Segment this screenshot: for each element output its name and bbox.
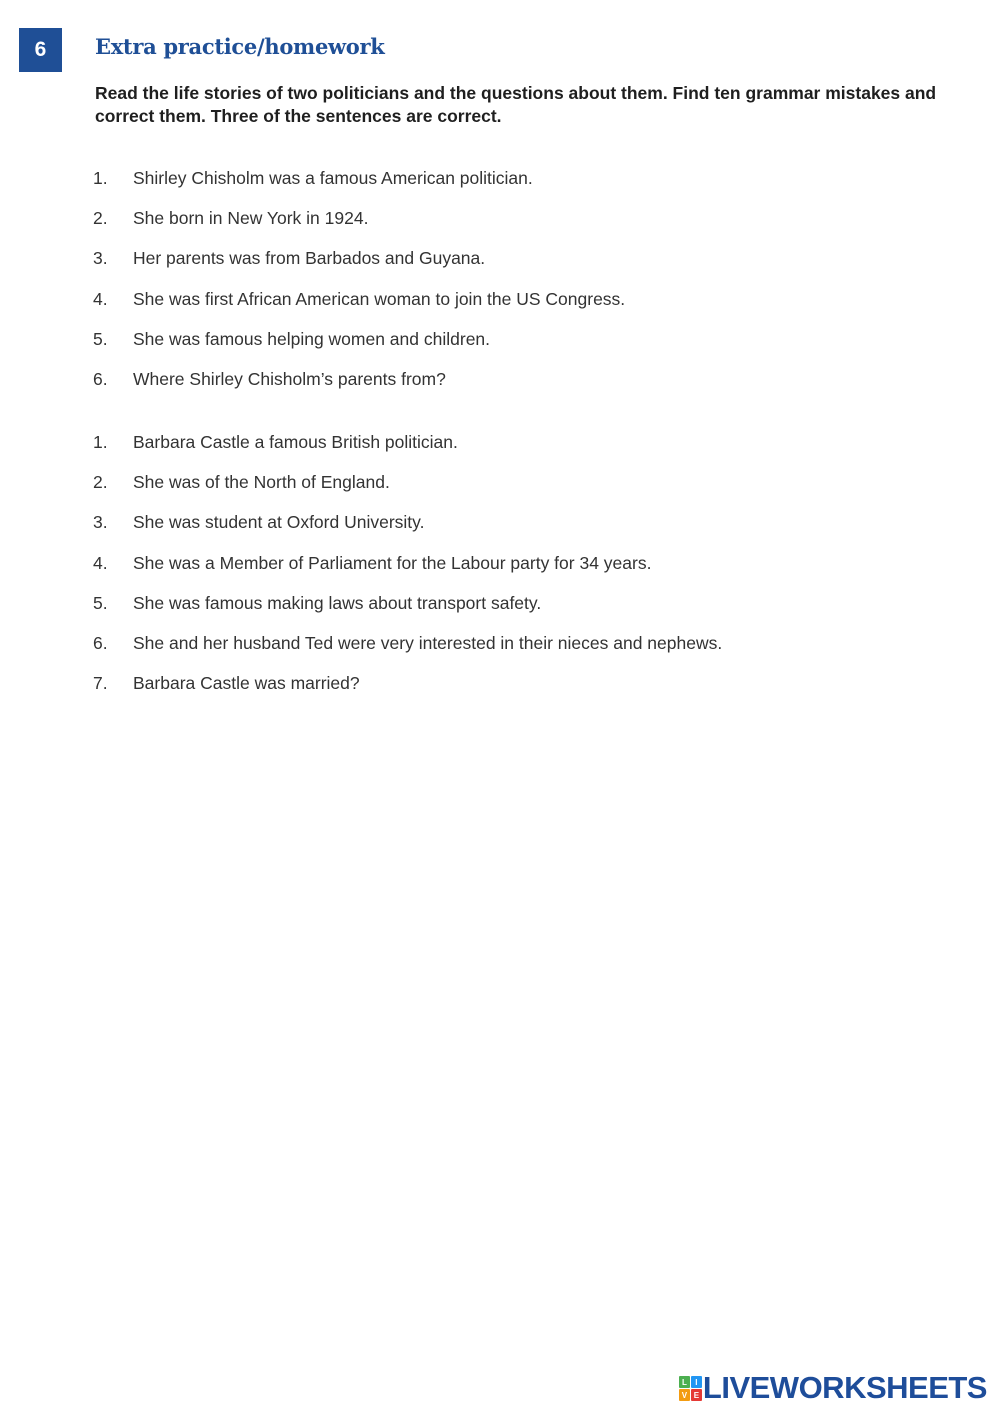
logo-tile: V	[679, 1389, 690, 1401]
list-item	[93, 168, 625, 208]
item-number: 4.	[93, 288, 108, 309]
item-text: Her parents was from Barbados and Guyana.	[133, 248, 486, 269]
list-item	[93, 472, 722, 512]
item-number: 1.	[93, 432, 108, 452]
item-text: Shirley Chisholm was a famous American politician.	[133, 168, 533, 188]
item-text: She and her husband Ted were very interested in their nieces and nephews.	[133, 632, 723, 653]
item-text: Barbara Castle was married?	[133, 673, 360, 694]
instructions-text: Read the life stories of two politicians and the questions about them. Find ten grammar mistakes and correct them. Three of the sentences are correct.	[95, 83, 937, 126]
liveworksheets-logo[interactable]	[679, 1372, 987, 1404]
list-item	[93, 329, 625, 369]
item-text: She was of the North of England.	[133, 472, 390, 493]
item-number: 3.	[93, 512, 108, 533]
list-item	[93, 289, 625, 329]
list-item	[93, 248, 625, 288]
item-number: 2.	[93, 472, 108, 493]
section-title: Extra practice/homework	[95, 34, 385, 59]
logo-tile: E	[691, 1389, 702, 1401]
item-number: 5.	[93, 592, 108, 613]
unit-number-badge: 6	[19, 28, 62, 72]
item-text: Barbara Castle a famous British politician.	[133, 432, 458, 452]
item-number: 3.	[93, 248, 108, 269]
item-text: She was first African American woman to join the US Congress.	[133, 288, 626, 309]
item-number: 7.	[93, 673, 108, 694]
item-text: She was famous helping women and children.	[133, 328, 491, 349]
item-text: She was student at Oxford University.	[133, 512, 425, 533]
item-text: She was a Member of Parliament for the Labour party for 34 years.	[133, 552, 652, 573]
castle-sentence-list	[93, 432, 722, 713]
item-text: Where Shirley Chisholm’s parents from?	[133, 368, 446, 389]
item-number: 4.	[93, 552, 108, 573]
item-text: She born in New York in 1924.	[133, 208, 369, 229]
list-item	[93, 369, 625, 409]
liveworksheets-logo-icon	[679, 1376, 701, 1400]
list-item	[93, 673, 722, 713]
list-item	[93, 432, 722, 472]
list-item	[93, 553, 722, 593]
list-item	[93, 633, 722, 673]
list-item	[93, 512, 722, 552]
item-number: 1.	[93, 168, 108, 188]
item-text: She was famous making laws about transport safety.	[133, 592, 542, 613]
item-number: 2.	[93, 208, 108, 229]
item-number: 6.	[93, 632, 108, 653]
logo-tile: I	[691, 1376, 702, 1388]
chisholm-sentence-list	[93, 168, 625, 409]
item-number: 6.	[93, 368, 108, 389]
list-item	[93, 208, 625, 248]
logo-tile: L	[679, 1376, 690, 1388]
list-item	[93, 593, 722, 633]
item-number: 5.	[93, 328, 108, 349]
brand-name: LIVEWORKSHEETS	[702, 1370, 987, 1405]
